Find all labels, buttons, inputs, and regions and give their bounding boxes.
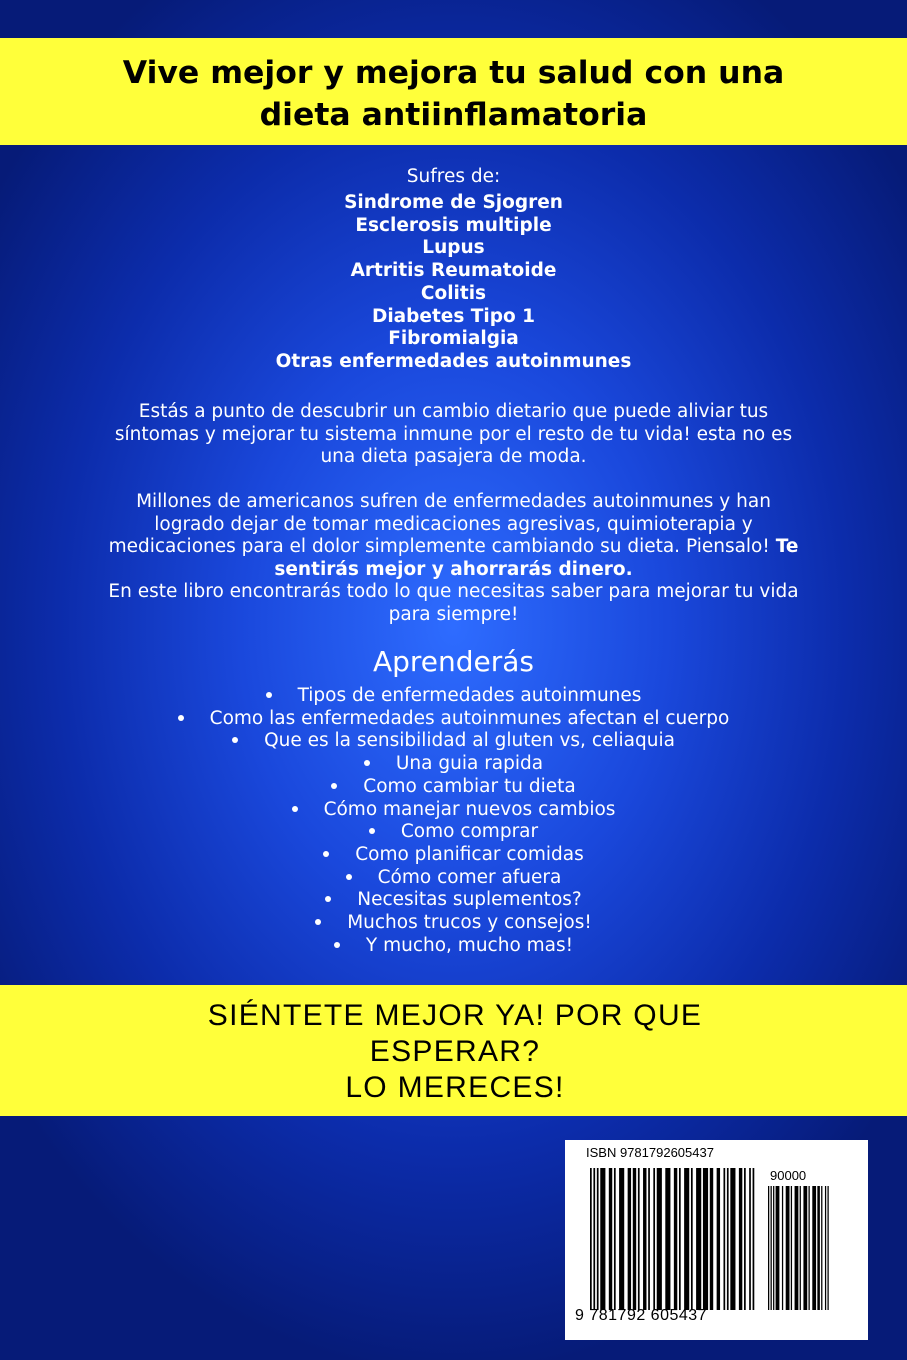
conditions-list (0, 192, 907, 374)
barcode-bar (812, 1186, 816, 1310)
learn-item-text: Y mucho, mucho mas! (365, 934, 574, 956)
price-code: 90000 (770, 1168, 807, 1183)
barcode-bar (609, 1168, 612, 1310)
learn-item (0, 889, 907, 912)
learn-item-text: Como cambiar tu dieta (363, 775, 576, 797)
learn-item-text: Una guia rapida (395, 753, 544, 775)
barcode-bar (795, 1186, 799, 1310)
bullet-icon (292, 806, 298, 812)
condition-item: Diabetes Tipo 1 (371, 305, 536, 327)
condition-item: Esclerosis multiple (355, 214, 552, 236)
bullet-icon (331, 783, 337, 789)
barcode-bars (590, 1168, 756, 1310)
learn-item (0, 708, 907, 731)
learn-item-text: Tipos de enfermedades autoinmunes (297, 685, 642, 706)
learn-heading: Aprenderás (372, 645, 535, 678)
barcode-bar (727, 1168, 729, 1310)
millones-line-6: para siempre! (388, 603, 519, 625)
barcode-bar (597, 1168, 599, 1310)
learn-item (0, 935, 907, 958)
learn-item (0, 844, 907, 867)
barcode-bar (665, 1168, 670, 1310)
learn-item-text: Como las enfermedades autoinmunes afectan el cuerpo (209, 707, 730, 729)
bullet-icon (315, 919, 321, 925)
barcode-bar (614, 1168, 616, 1310)
bullet-icon (325, 896, 331, 902)
barcode-bar (679, 1168, 681, 1310)
learn-item (0, 821, 907, 844)
isbn-label: ISBN 9781792605437 (586, 1145, 714, 1160)
intro-line-2: síntomas y mejorar tu sistema inmune por el resto de tu vida! esta no es (114, 423, 793, 445)
barcode-bar (691, 1168, 693, 1310)
barcode-bar (648, 1168, 650, 1310)
learn-item (0, 730, 907, 753)
condition-item: Sindrome de Sjogren (344, 192, 563, 213)
addon-barcode-bars (768, 1186, 830, 1310)
barcode-bar (771, 1186, 772, 1310)
barcode-bar (703, 1168, 708, 1310)
millones-line-3: medicaciones para el dolor simplemente cambiando su dieta. Piensalo! (108, 536, 770, 557)
learn-item-text: Necesitas suplementos? (357, 889, 582, 911)
bullet-icon (334, 942, 340, 948)
barcode-bar (696, 1168, 701, 1310)
condition-item: Artritis Reumatoide (350, 260, 557, 282)
barcode-bar (717, 1168, 720, 1310)
intro-line-1: Estás a punto de descubrir un cambio dietario que puede aliviar tus (138, 401, 769, 422)
learn-item (0, 912, 907, 935)
millones-line-2: logrado dejar de tomar medicaciones agresivas, quimioterapia y (154, 513, 753, 535)
condition-item: Lupus (422, 237, 485, 259)
headline-line-2: dieta antiinflamatoria (259, 97, 648, 133)
headline-line-1: Vive mejor y mejora tu salud con una (122, 55, 785, 91)
learn-list (0, 685, 907, 957)
emphasis-te: Te (775, 536, 799, 557)
barcode-bar (638, 1168, 640, 1310)
learn-item (0, 685, 907, 708)
bullet-icon (266, 692, 272, 698)
barcode-bar (782, 1186, 783, 1310)
barcode-bar (749, 1168, 751, 1310)
intro-paragraph (30, 401, 877, 469)
bullet-icon (323, 851, 329, 857)
learn-item (0, 776, 907, 799)
cta-line-3: LO MERECES! (345, 1071, 565, 1104)
barcode-bar (600, 1168, 605, 1310)
bullet-icon (232, 737, 238, 743)
bottom-banner (0, 985, 907, 1116)
learn-item (0, 753, 907, 776)
top-banner (0, 38, 907, 145)
barcode-bar (593, 1168, 595, 1310)
barcode-bar (657, 1168, 662, 1310)
learn-item (0, 799, 907, 822)
barcode-bar (803, 1186, 807, 1310)
barcode-bar (825, 1186, 826, 1310)
headline (0, 52, 907, 136)
learn-item-text: Que es la sensibilidad al gluten vs, celiaquia (264, 730, 675, 752)
barcode-bar (817, 1186, 820, 1310)
barcode-bar (730, 1168, 735, 1310)
barcode-bar (643, 1168, 646, 1310)
barcode-bar (590, 1168, 592, 1310)
barcode-bar (710, 1168, 713, 1310)
emphasis-sentiras: sentirás mejor y ahorrarás dinero. (274, 558, 633, 580)
barcode-bar (768, 1186, 769, 1310)
barcode-bar (744, 1168, 746, 1310)
barcode-bar (684, 1168, 689, 1310)
learn-item-text: Cómo manejar nuevos cambios (323, 798, 616, 820)
barcode-bar (723, 1168, 725, 1310)
barcode-bar (773, 1186, 774, 1310)
barcode-bar (633, 1168, 636, 1310)
cta-line-2: ESPERAR? (369, 1035, 541, 1068)
barcode-bar (628, 1168, 631, 1310)
bullet-icon (346, 874, 352, 880)
millones-line-1: Millones de americanos sufren de enfermedades autoinmunes y han (136, 491, 771, 512)
learn-item-text: Como planificar comidas (355, 843, 584, 865)
barcode-bar (753, 1168, 755, 1310)
condition-item: Fibromialgia (388, 328, 519, 350)
millones-paragraph (30, 491, 877, 626)
learn-item-text: Muchos trucos y consejos! (347, 912, 592, 934)
barcode-digits: 9 781792 605437 (575, 1307, 708, 1324)
barcode-bar (674, 1168, 677, 1310)
learn-item-text: Como comprar (400, 821, 539, 843)
barcode-bar (739, 1168, 742, 1310)
barcode-bar (791, 1186, 792, 1310)
barcode-bar (821, 1186, 822, 1310)
bullet-icon (364, 760, 370, 766)
barcode-bar (827, 1186, 828, 1310)
condition-item: Colitis (420, 282, 487, 304)
isbn-barcode (565, 1140, 868, 1340)
condition-item: Otras enfermedades autoinmunes (275, 350, 632, 372)
bullet-icon (178, 715, 184, 721)
intro-line-3: una dieta pasajera de moda. (320, 446, 587, 467)
call-to-action (110, 998, 800, 1106)
bullet-icon (369, 828, 375, 834)
barcode-bar (776, 1186, 780, 1310)
barcode-bar (800, 1186, 801, 1310)
learn-item (0, 867, 907, 890)
barcode-bar (619, 1168, 624, 1310)
barcode-bar (808, 1186, 809, 1310)
learn-item-text: Cómo comer afuera (377, 866, 562, 888)
barcode-bar (786, 1186, 790, 1310)
barcode-bar (653, 1168, 655, 1310)
millones-line-5: En este libro encontrarás todo lo que necesitas saber para mejorar tu vida (108, 581, 799, 602)
cta-line-1: SIÉNTETE MEJOR YA! POR QUE (207, 999, 703, 1032)
sufres-label: Sufres de: (406, 166, 501, 187)
